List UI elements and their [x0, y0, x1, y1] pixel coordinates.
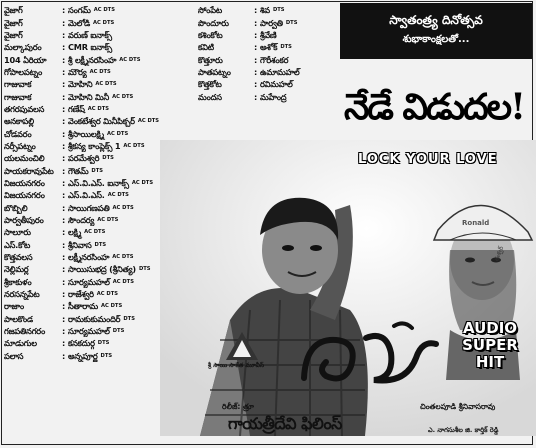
theatre-name: సాయిసుభద్ర (శ్రీనిత్య) [68, 264, 136, 275]
town-name: గజపతినగరం [4, 326, 46, 337]
theatre-name: గౌరీశంకర [260, 54, 289, 65]
theatre-amenity-tag: AC DTS [107, 192, 129, 199]
separator: : [62, 116, 66, 127]
separator: : [62, 66, 66, 77]
town-name: చోడవరం [4, 128, 32, 139]
theatre-name: రాజేశ్వరి [68, 289, 94, 300]
separator: : [62, 153, 66, 164]
theatre-name: CMR ఐనాక్స్ [68, 42, 113, 53]
separator: : [62, 42, 66, 53]
town-name: సాలూరు [4, 227, 31, 238]
theatre-list-middle [198, 4, 338, 103]
theatre-name: సూర్యమహల్ [68, 276, 110, 287]
theatre-amenity-tag: DTS [97, 340, 110, 347]
town-name: ఎస్.కోట [4, 239, 31, 250]
theatre-amenity-tag: AC DTS [112, 278, 134, 285]
separator: : [62, 165, 66, 176]
separator: : [62, 301, 66, 312]
presenter-credit: శ్రీ సాయి సాకేత మూవీస్ [207, 362, 265, 369]
town-name: నెల్లిమర్ల [4, 264, 29, 275]
theatre-amenity-tag: AC DTS [137, 118, 160, 125]
town-name: కొత్తూరు [198, 54, 223, 65]
theatre-amenity-tag: AC DTS [100, 303, 123, 310]
separator: : [62, 54, 66, 65]
theatre-name: అన్నపూర్ణ [68, 350, 98, 361]
theatre-amenity-tag: AC DTS [97, 217, 119, 224]
theatre-name: సాయిగణపతి [68, 202, 110, 213]
separator: : [254, 91, 258, 102]
town-name: పాతపట్నం [198, 66, 231, 77]
theatre-name: రవిమహల్ [260, 79, 293, 90]
theatre-amenity-tag: AC DTS [119, 56, 141, 63]
town-name: పలాస [4, 350, 24, 361]
theatre-name: పరమేశ్వరి [68, 153, 100, 164]
theatre-amenity-tag: AC DTS [95, 81, 117, 88]
theatre-name: ఉమామహల్ [260, 66, 300, 77]
town-name: మందస [198, 91, 222, 102]
town-name: గాజువాక [4, 91, 32, 102]
town-name: గాజువాక [4, 79, 32, 90]
theatre-amenity-tag: AC DTS [93, 19, 115, 26]
separator: : [62, 350, 66, 361]
theatre-name: సంగమ్ [68, 5, 91, 16]
theatre-amenity-tag: AC DTS [112, 204, 134, 211]
theatre-name: శ్రీ లక్ష్మీనరసింహ [68, 54, 117, 65]
theatre-amenity-tag: DTS [285, 19, 298, 26]
theatre-amenity-tag: DTS [102, 155, 114, 162]
theatre-amenity-tag: AC DTS [93, 7, 115, 14]
theatre-name: గౌతమ్ [68, 165, 89, 176]
theatre-row [198, 66, 338, 78]
town-name: కొత్తకోట [198, 79, 222, 90]
town-name: విజయనగరం [4, 177, 45, 188]
town-name: 104 ఏరియా [4, 54, 47, 65]
theatre-name: శివ [260, 5, 270, 16]
theatre-name: శ్రీవేణి [260, 29, 277, 40]
theatre-amenity-tag: DTS [123, 315, 135, 322]
town-name: యలమంచిలి [4, 153, 45, 164]
separator: : [62, 177, 66, 188]
separator: : [62, 264, 66, 275]
theatre-row [198, 53, 338, 65]
town-name: అనకాపల్లి [4, 116, 34, 127]
town-name: రాజాం [4, 301, 24, 312]
separator: : [62, 326, 66, 337]
theatre-row [4, 103, 194, 115]
producer-credit: చింతలపూడి శ్రీనివాసరావు [420, 402, 496, 411]
distributor-name: గాయత్రీదేవి ఫిలింస్ [228, 414, 342, 433]
theatre-row [4, 41, 194, 53]
town-name: శ్రీకాకుళం [4, 276, 32, 287]
separator: : [254, 66, 258, 77]
theatre-row [4, 16, 194, 28]
town-name: మాడుగుల [4, 338, 37, 349]
separator: : [62, 215, 66, 226]
theatre-row [198, 29, 338, 41]
town-name: నర్సీపట్నం [4, 140, 36, 151]
town-name: పార్వతీపురం [4, 215, 44, 226]
theatre-row [198, 90, 338, 102]
co-producer-credit: ఎ. నాగసుశీల జి. కార్తిక్ రెడ్డి [428, 426, 499, 434]
separator: : [62, 289, 66, 300]
theatre-amenity-tag: AC DTS [112, 254, 134, 261]
theatre-amenity-tag: DTS [272, 7, 285, 14]
theatre-name: మోహిని [68, 79, 93, 90]
theatre-row [4, 115, 194, 127]
theatre-amenity-tag: AC DTS [87, 105, 109, 112]
separator: : [62, 140, 66, 151]
separator: : [62, 227, 66, 238]
theatre-name: పార్వతి [260, 17, 283, 28]
separator: : [62, 252, 66, 263]
theatre-row [4, 4, 194, 16]
separator: : [62, 5, 66, 16]
theatre-row [198, 41, 338, 53]
town-name: వైజాగ్ [4, 5, 23, 16]
audio-super-hit-badge [450, 320, 530, 371]
town-name: సోంపేట [198, 5, 222, 16]
theatre-name: రామకుకుమందిర్ [68, 313, 121, 324]
town-name: తగరపువలస [4, 103, 45, 114]
theatre-amenity-tag: AC DTS [96, 291, 118, 298]
theatre-amenity-tag: DTS [91, 167, 103, 174]
town-name: గోపాలపట్నం [4, 66, 43, 77]
theatre-amenity-tag: DTS [94, 241, 107, 248]
separator: : [254, 5, 258, 16]
town-name: నరసన్నపేట [4, 289, 40, 300]
theatre-amenity-tag: DTS [280, 44, 292, 51]
theatre-name: అశోక్ [260, 42, 278, 53]
separator: : [254, 42, 258, 53]
theatre-row [198, 4, 338, 16]
town-name: మల్కాపురం [4, 42, 42, 53]
theatre-amenity-tag: AC DTS [107, 130, 129, 137]
theatre-amenity-tag: AC DTS [131, 179, 154, 186]
theatre-name: మోహిని మినీ [68, 91, 110, 102]
release-through-label: రిలీజ్: త్రూ [222, 402, 254, 411]
separator: : [254, 17, 258, 28]
separator: : [62, 276, 66, 287]
artist-signature: ఈశ్వర్ [493, 245, 506, 263]
theatre-name: సీతారామ [68, 301, 98, 312]
independence-day-banner [340, 3, 532, 59]
theatre-name: మెలోడి [68, 17, 91, 28]
town-name: పాలకొండ [4, 313, 33, 324]
separator: : [254, 29, 258, 40]
town-name: పొందూరు [198, 17, 229, 28]
town-name: వైజాగ్ [4, 17, 23, 28]
theatre-name: కనకదుర్గ [68, 338, 95, 349]
audio-badge-line-2: SUPER [462, 336, 518, 354]
theatre-row [198, 16, 338, 28]
theatre-name: వెంకటేశ్వర మినీపిక్చర్ [68, 116, 135, 127]
separator: : [62, 103, 66, 114]
theatre-name: శ్రీసాయిలక్ష్మి [68, 128, 104, 139]
theatre-amenity-tag: AC DTS [123, 142, 145, 149]
separator: : [62, 128, 66, 139]
separator: : [62, 202, 66, 213]
cap-logo-text: Ronald [462, 219, 490, 227]
theatre-name: లక్ష్మి [68, 227, 82, 238]
separator: : [62, 29, 66, 40]
banner-line-2: శుభాకాంక్షలతో... [402, 34, 470, 45]
banner-line-1: స్వాతంత్ర్య దినోత్సవ [389, 13, 483, 27]
theatre-row [4, 78, 194, 90]
separator: : [62, 338, 66, 349]
theatre-name: వరుణ్ ఐనాక్స్ [68, 29, 112, 40]
separator: : [62, 17, 66, 28]
town-name: కొత్తవలస [4, 252, 33, 263]
movie-title-text: అడ్డా [296, 396, 298, 397]
theatre-row [4, 90, 194, 102]
theatre-name: మౌర్య [68, 66, 87, 77]
theatre-name: సూర్యమహల్ [68, 326, 110, 337]
theatre-amenity-tag: DTS [112, 328, 125, 335]
theatre-row [198, 78, 338, 90]
theatre-name: ఎస్.వి.ఎస్. [68, 190, 105, 201]
town-name: వైజాగ్ [4, 29, 23, 40]
town-name: కశింకోట [198, 29, 223, 40]
theatre-amenity-tag: AC DTS [84, 229, 106, 236]
theatre-name: శ్రీనివాస [68, 239, 92, 250]
theatre-amenity-tag: DTS [138, 266, 151, 273]
town-name: పాయకరావుపేట [4, 165, 54, 176]
theatre-name: ఎస్.వి.ఎస్. ఐనాక్స్ [68, 177, 129, 188]
theatre-name: లక్ష్మీనరసింహ [68, 252, 110, 263]
theatre-row [4, 53, 194, 65]
production-emblem-icon [224, 330, 260, 362]
theatre-name: శ్రీకన్య కాంప్లెక్స్ 1 [68, 140, 121, 151]
theatre-row [4, 66, 194, 78]
town-name: కవిటి [198, 42, 214, 53]
theatre-row [4, 29, 194, 41]
theatre-name: సౌందర్య [68, 215, 95, 226]
theatre-name: గణేష్ [68, 103, 85, 114]
separator: : [62, 190, 66, 201]
audio-badge-line-3: HIT [475, 353, 505, 371]
separator: : [254, 54, 258, 65]
audio-badge-line-1: AUDIO [462, 319, 518, 337]
release-headline: నేడే విడుదల! [344, 86, 524, 128]
theatre-amenity-tag: AC DTS [89, 68, 111, 75]
theatre-amenity-tag: DTS [100, 352, 113, 359]
town-name: బొబ్బిలి [4, 202, 28, 213]
theatre-name: మహేంద్ర [260, 91, 287, 102]
separator: : [62, 91, 66, 102]
town-name: విజయనగరం [4, 190, 45, 201]
theatre-row [4, 127, 194, 139]
separator: : [254, 79, 258, 90]
separator: : [62, 79, 66, 90]
tagline: LOCK YOUR LOVE [358, 152, 498, 167]
separator: : [62, 239, 66, 250]
theatre-amenity-tag: AC DTS [112, 93, 134, 100]
movie-title-logo [296, 318, 446, 398]
separator: : [62, 313, 66, 324]
